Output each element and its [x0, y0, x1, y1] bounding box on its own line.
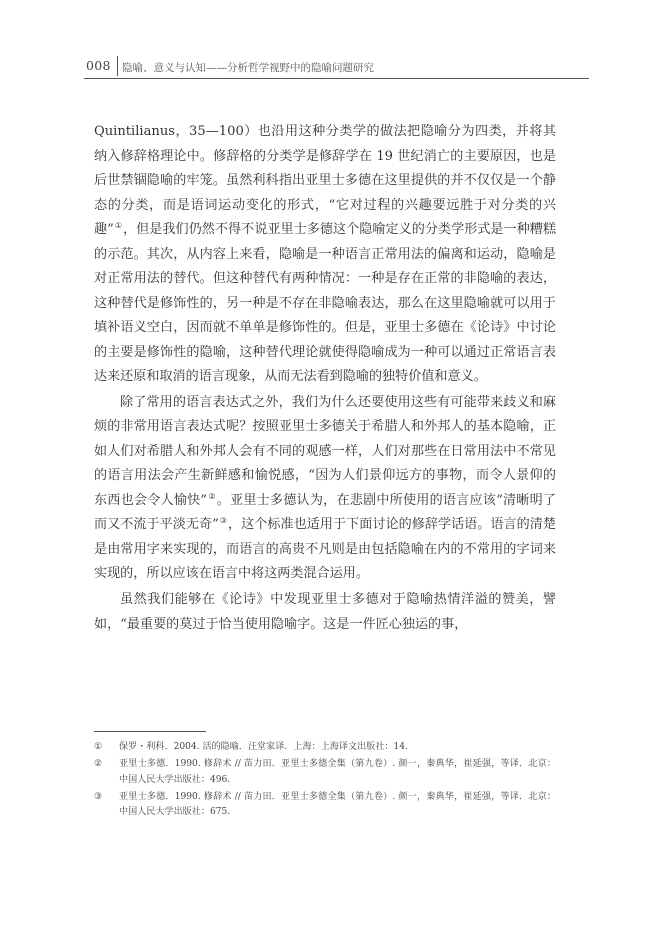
running-head	[84, 52, 589, 79]
footnote-text: 亚里士多德．1990. 修辞术 // 苗力田．亚里士多德全集（第九卷）. 颜一，秦典华，崔延强，等译．北京：中国人民大学出版社：675.	[119, 791, 556, 817]
footnote-marker-2[interactable]: ②	[208, 491, 216, 501]
paragraph-2-text-a: 除了常用的语言表达式之外，我们为什么还要使用这些有可能带来歧义和麻烦的非常用语言表达式呢？按照亚里士多德关于希腊人和外邦人的基本隐喻，正如人们对希腊人和外邦人会有不同的观感一样，人们对那些在日常用法中不常见的语言用法会产生新鲜感和愉悦感，“因为人们景仰远方的事物，而令人景仰的东西也会令人愉快”	[94, 394, 556, 508]
footnote-2	[94, 757, 556, 788]
footnote-marker-3[interactable]: ③	[219, 516, 228, 526]
paragraph-1-text-a: Quintilianus，35—100）也沿用这种分类学的做法把隐喻分为四类，并将其纳入修辞格理论中。修辞格的分类学是修辞学在 19 世纪消亡的主要原因，也是后世禁锢隐喻的牢笼。虽然利科指出亚里士多德在这里提供的并不仅仅是一个静态的分类，而是语词运动变化的形式，“它对过程的兴趣要远胜于对分类的兴趣”	[94, 124, 556, 237]
footnote-3	[94, 790, 556, 821]
footnote-number: ①	[94, 742, 103, 752]
body-text	[94, 120, 556, 639]
paragraph-2-text-b: 。亚里士多德认为，在悲剧中所使用的语言应该“清晰明了而又不流于平淡无奇”	[94, 492, 556, 533]
paragraph-2	[94, 391, 556, 587]
header-divider	[117, 56, 118, 76]
running-title: 隐喻、意义与认知——分析哲学视野中的隐喻问题研究	[122, 62, 374, 74]
footnote-number: ②	[94, 759, 103, 769]
footnote-text: 亚里士多德．1990. 修辞术 // 苗力田．亚里士多德全集（第九卷）. 颜一，秦典华，崔延强，等译．北京：中国人民大学出版社：496.	[119, 759, 556, 785]
paragraph-3	[94, 588, 556, 637]
footnote-number: ③	[94, 791, 103, 802]
page-number: 008	[86, 58, 111, 73]
footnotes	[94, 740, 556, 822]
footnote-marker-1[interactable]: ①	[114, 221, 123, 230]
paragraph-2-text-c: ，这个标准也适用于下面讨论的修辞学话语。语言的清楚是由常用字来实现的，而语言的高贵不凡则是由包括隐喻在内的不常用的字词来实现的，所以应该在语言中将这两类混合运用。	[94, 517, 557, 582]
paragraph-1-text-b: ，但是我们仍然不得不说亚里士多德这个隐喻定义的分类学形式是一种糟糕的示范。其次，从内容上来看，隐喻是一种语言正常用法的偏离和运动，隐喻是对正常用法的替代。但这种替代有两种情况：一种是存在正常的非隐喻的表达，这种替代是修饰性的，另一种是不存在非隐喻表达，那么在这里隐喻就可以用于填补语义空白，因而就不单单是修饰性的。但是，亚里士多德在《论诗》中讨论的主要是修饰性的隐喻，这种替代理论就使得隐喻成为一种可以通过正常语言表达来还原和取消的语言现象，从而无法看到隐喻的独特价值和意义。	[94, 222, 557, 384]
footnote-text: 保罗・利科．2004. 活的隐喻．汪堂家译．上海：上海译文出版社：14.	[119, 742, 408, 752]
footnote-separator	[94, 731, 206, 732]
paragraph-3-text: 虽然我们能够在《论诗》中发现亚里士多德对于隐喻热情洋溢的赞美，譬如，“最重要的莫过于恰当使用隐喻字。这是一件匠心独运的事，	[94, 592, 556, 632]
footnote-1	[94, 740, 556, 756]
paragraph-1	[94, 120, 556, 390]
